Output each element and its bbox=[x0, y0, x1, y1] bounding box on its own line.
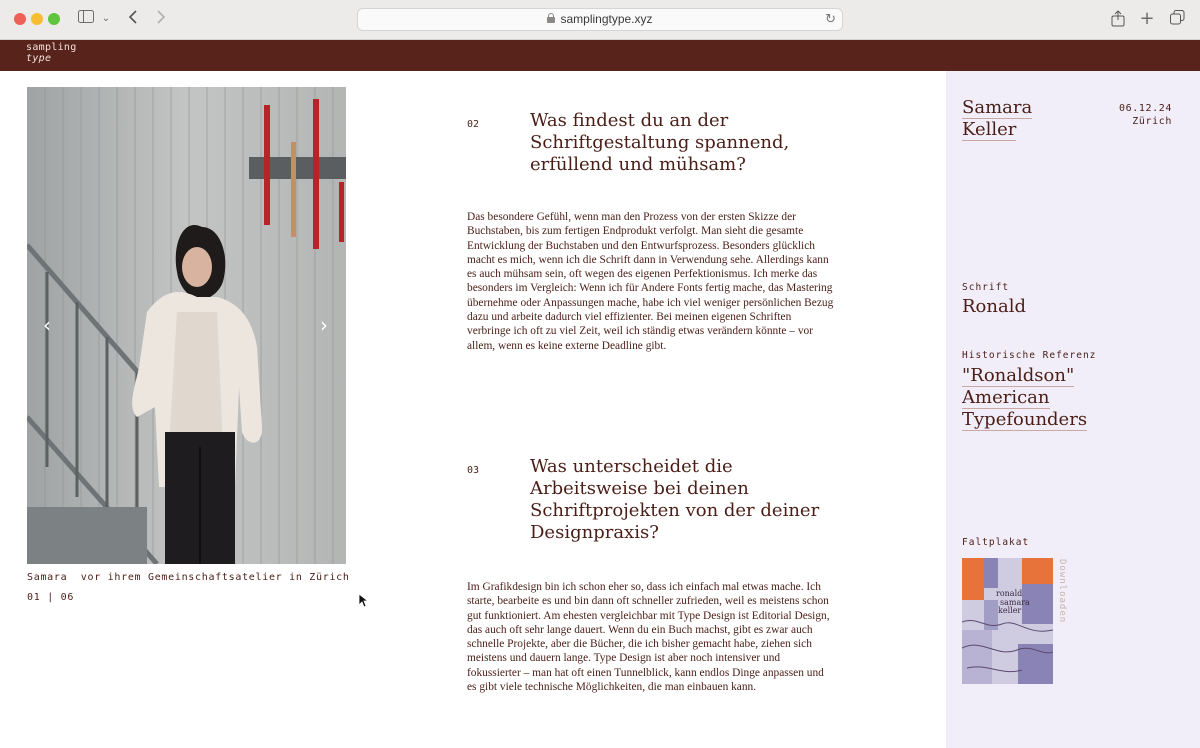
info-sidebar bbox=[946, 71, 1200, 748]
gallery-caption bbox=[27, 572, 350, 583]
sidebar-icon[interactable] bbox=[77, 10, 95, 28]
gallery-next-button[interactable]: › bbox=[320, 313, 328, 337]
back-icon[interactable] bbox=[126, 10, 140, 28]
answer-text: Das besondere Gefühl, wenn man den Prozess von der ersten Skizze der Buchstaben, bis zum fertigen Endprodukt verfolgt. Man sieht die gesamte Entwicklung der Buchstaben und den Entwurfsprozess. Besonders glücklich macht es mich, wenn ich die Schrift dann in Verwendung sehe. Allerdings kann es auch mühsam sein, oft wegen des eigenen Perfektionismus. Ich merke das besonders im Vergleich: Wenn ich für Andere Fonts fertig mache, das Mastering übernehme oder Anpassungen mache, habe ich viel weniger persönlichen Bezug dazu und arbeite dadurch viel effizienter. Bei meinen eigenen Schriften verbringe ich oft zu viel Zeit, weil ich ständig etwas verändern könnte – vor allem, wenn es keine externe Deadline gibt. bbox=[467, 211, 834, 352]
poster-text-samara: samara bbox=[1000, 598, 1030, 607]
close-window-button[interactable] bbox=[14, 13, 26, 25]
author-first-name[interactable]: Samara bbox=[962, 97, 1033, 118]
poster-text-keller: keller bbox=[998, 606, 1022, 615]
font-name: Ronald bbox=[962, 296, 1026, 317]
answer-text: Im Grafikdesign bin ich schon eher so, dass ich einfach mal etwas mache. Ich starte, bearbeite es und bin dann oft schneller zufrieden, weil es meistens schon gut funktioniert. Am ehesten vergleichbar mit Type Design ist Editorial Design, das auch oft sehr lange dauert. Wenn du ein Buch machst, gibt es zwar auch schnelle Projekte, aber die Bücher, die ich bisher gemacht habe, ziehen sich meistens und dauern lange. Type Design ist aber noch intensiver und fokussierter – man hat oft einen Tunnelblick, kann endlos Dinge anpassen und es gibt viele technische Möglichkeiten, die man einbauen kann. bbox=[467, 581, 830, 694]
address-bar[interactable] bbox=[357, 8, 843, 31]
historical-reference[interactable] bbox=[962, 365, 1087, 431]
site-header bbox=[0, 40, 1200, 71]
gallery-separator: | bbox=[47, 592, 54, 603]
gallery-total: 06 bbox=[60, 592, 75, 603]
gallery-counter bbox=[27, 592, 74, 603]
gallery-prev-button[interactable]: ‹ bbox=[43, 313, 51, 337]
url-text: samplingtype.xyz bbox=[560, 12, 653, 26]
interview-date bbox=[1119, 102, 1172, 128]
gallery-current: 01 bbox=[27, 592, 41, 603]
logo-line-2: type bbox=[26, 53, 52, 64]
new-tab-icon[interactable]: + bbox=[1139, 8, 1155, 29]
chevron-down-icon[interactable]: ⌄ bbox=[101, 13, 111, 24]
download-link[interactable]: Downloaden bbox=[1057, 559, 1067, 624]
reference-line[interactable]: American bbox=[962, 387, 1050, 408]
date-text: 06.12.24 bbox=[1119, 103, 1172, 114]
poster-thumbnail[interactable] bbox=[962, 558, 1053, 684]
question-heading: Was findest du an der Schriftgestaltung spannend, erfüllend und mühsam? bbox=[530, 110, 790, 175]
location-text: Zürich bbox=[1132, 116, 1172, 127]
poster-label: Faltplakat bbox=[962, 537, 1030, 548]
browser-toolbar bbox=[0, 0, 1200, 40]
font-label: Schrift bbox=[962, 282, 1010, 293]
question-number: 03 bbox=[467, 465, 480, 476]
author-last-name[interactable]: Keller bbox=[962, 119, 1017, 140]
mouse-cursor-icon bbox=[358, 593, 368, 608]
tabs-overview-icon[interactable] bbox=[1169, 10, 1185, 28]
caption-name: Samara bbox=[27, 572, 68, 583]
forward-icon[interactable] bbox=[154, 10, 168, 28]
site-logo[interactable] bbox=[26, 42, 77, 64]
author-name[interactable] bbox=[962, 97, 1032, 141]
reference-label: Historische Referenz bbox=[962, 350, 1097, 361]
minimize-window-button[interactable] bbox=[31, 13, 43, 25]
poster-text-ronald: ronald bbox=[996, 589, 1023, 598]
caption-text: vor ihrem Gemeinschaftsatelier in Zürich bbox=[80, 572, 350, 583]
question-heading: Was unterscheidet die Arbeitsweise bei deinen Schriftprojekten von der deiner Designpraxis? bbox=[530, 456, 820, 543]
share-icon[interactable] bbox=[1110, 10, 1126, 28]
reference-line[interactable]: Typefounders bbox=[962, 409, 1088, 430]
lock-icon bbox=[547, 17, 555, 23]
reference-line[interactable]: "Ronaldson" bbox=[962, 365, 1075, 386]
zoom-window-button[interactable] bbox=[48, 13, 60, 25]
question-number: 02 bbox=[467, 119, 480, 130]
gallery-photo bbox=[27, 87, 346, 564]
logo-line-1: sampling bbox=[26, 42, 77, 53]
reload-icon[interactable]: ↻ bbox=[825, 12, 836, 27]
